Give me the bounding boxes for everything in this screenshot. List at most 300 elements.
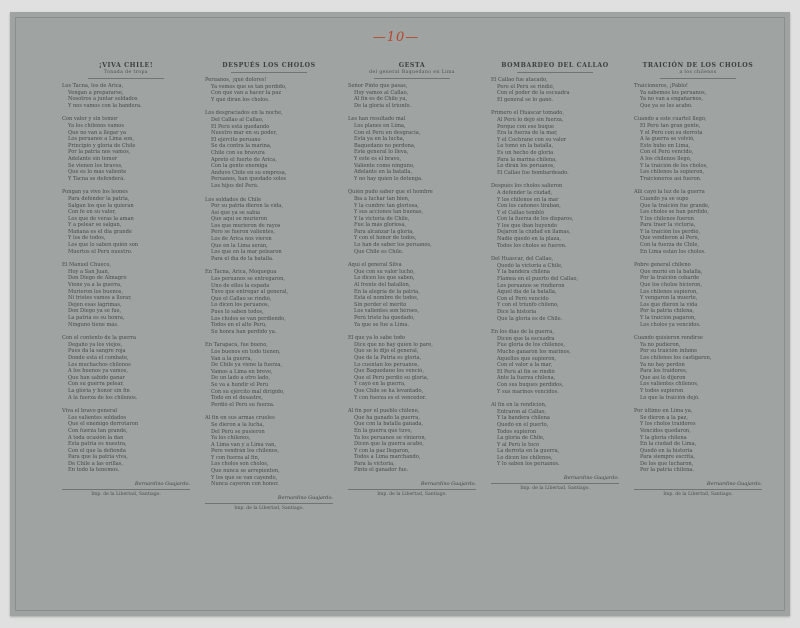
verse-line: Para la marina chilena, — [497, 156, 557, 163]
verse-line: Quedó la victoria a Chile, — [497, 262, 563, 269]
verse-line: Aquellos que supieron, — [497, 355, 557, 362]
verse-line: En la alegría de la patria, — [354, 288, 420, 295]
verse-line: Con el Perú en desgracia, — [354, 129, 421, 136]
verse-line: Pero vendrán los chilenos, — [211, 448, 280, 455]
verse-line: Apretó el fuerte de Arica, — [211, 156, 277, 163]
stanza — [62, 116, 190, 182]
verse-line: Por su traición infame — [640, 348, 698, 355]
verse-line: Y todos supieron — [640, 387, 684, 394]
stanza — [205, 342, 333, 408]
verse-line: A defender la ciudad, — [497, 189, 553, 196]
verse-line: Pero se fueron valientes, — [211, 229, 275, 236]
stanza-list — [205, 77, 333, 488]
verse-line: Con el Perú vencido, — [640, 149, 694, 156]
verse-line: Pues lo saben todos, — [211, 309, 264, 315]
poem-column — [205, 62, 333, 602]
stanza — [205, 110, 333, 189]
verse-line: Y los chilenos fueron — [640, 215, 694, 222]
verse-line: Y los cholos traidores — [640, 421, 696, 428]
verse-line: Los cholos son cholos, — [211, 461, 269, 468]
verse-line: Con los cañones tiraban, — [497, 203, 561, 210]
verse-line: Que el Perú perdió su gloria, — [354, 374, 429, 381]
verse-line: Quedó en el puerto, — [497, 421, 549, 428]
verse-line: Y con fuerza al fin, — [211, 454, 260, 461]
verse-line: Viva el bravo general — [62, 408, 117, 415]
verse-line: A los buenos ya vamos, — [68, 368, 128, 375]
verse-line: Por la traición cobarde — [640, 275, 700, 282]
stanza — [205, 415, 333, 488]
stanza — [491, 183, 619, 249]
verse-line: Para los traidores, — [640, 368, 688, 375]
verse-line: Los chilenos los castigaron, — [640, 354, 712, 361]
verse-line: Del Callao al Callao, — [211, 116, 264, 123]
stanza — [62, 335, 190, 401]
verse-line: Que vendieron al Perú, — [640, 235, 700, 242]
verse-line: La gloria y honor sin fin — [68, 387, 130, 394]
verse-line: Esto hubo en Lima, — [640, 142, 690, 149]
verse-line: En Lima están los cholos. — [640, 248, 706, 255]
verse-line: La gloria de Chile, — [497, 435, 545, 442]
verse-line: Ya no pudieron, — [640, 341, 681, 348]
verse-line: Con valor y sin temor — [62, 116, 118, 123]
verse-line: Ya vemos que es tan perdido, — [211, 83, 287, 90]
verse-line: Después los cholos salieron — [491, 183, 563, 190]
verse-line: Todos los cholos se fueron. — [497, 242, 567, 249]
stanza — [62, 189, 190, 255]
verse-line: Los buenos en todo tienen, — [211, 348, 281, 355]
verse-line: En todo la tenemos. — [68, 467, 120, 474]
verse-line: Con la fuerza de los disparos, — [497, 216, 574, 223]
author-signature: Bernardino Guajardo. — [277, 494, 333, 501]
verse-line: Tuvo que entregar al general, — [211, 289, 289, 296]
verse-line: En la ciudad de Lima, — [640, 441, 697, 448]
verse-line: Dicen que la escuadra — [497, 335, 555, 342]
verse-line: Adelante sin temor — [68, 155, 118, 162]
verse-line: De Chile a las orillas, — [68, 460, 124, 467]
poem-subtitle: a los chilenos — [679, 70, 717, 75]
verse-line: Ya que se fue a Lima. — [354, 321, 409, 328]
verse-line: Y lo saben los peruanos. — [497, 461, 560, 468]
verse-line: Y los chilenos en la mar — [497, 196, 559, 203]
verse-line: Se vienen los bravos, — [68, 162, 123, 169]
verse-line: Entraron al Callao, — [497, 408, 547, 415]
verse-line: Lo dicen los peruanos, — [211, 302, 270, 309]
verse-line: Del Huáscar, del Callao, — [491, 256, 554, 263]
verse-line: Mucho ganaron los marinos, — [497, 348, 571, 355]
verse-line: Y qué dirán los cholos. — [211, 96, 270, 103]
verse-line: Y el Callao tembló — [497, 209, 545, 216]
verse-line: Su honra han perdido ya. — [211, 328, 277, 335]
verse-line: Los cholos ya vencidos. — [640, 321, 701, 328]
verse-line: Hoy a San Juan, — [68, 268, 110, 275]
verse-line: Y la bandera chilena — [497, 269, 550, 276]
verse-line: Este general lo lleva, — [354, 149, 409, 156]
verse-line: Con el que la defienda — [68, 447, 126, 454]
printer-imprint: Imp. de la Libertad, Santiago. — [205, 503, 333, 511]
verse-line: Que la gloria es de Chile. — [497, 315, 563, 322]
verse-line: Que es lo más valiente — [68, 169, 127, 176]
author-signature: Bernardino Guajardo. — [706, 481, 762, 488]
verse-line: Y la traición pagaron, — [640, 315, 696, 321]
verse-line: A Lima van y a Lima van, — [211, 441, 277, 448]
verse-line: Dice que no hay quien lo pare, — [354, 341, 433, 348]
verse-line: En los días de la guerra, — [491, 329, 554, 336]
verse-line: El Callao fue atacado, — [491, 77, 548, 83]
verse-line: Nosotros a juntar soldados — [68, 96, 138, 103]
verse-line: Vencidos quedaron, — [640, 427, 691, 434]
verse-line: El que ya lo sabe todo — [348, 335, 405, 342]
verse-line: El Perú tan gran gente, — [640, 122, 701, 129]
verse-line: Con la gente enemiga — [211, 163, 268, 170]
verse-line: Para defender la patria, — [68, 195, 130, 202]
verse-line: Y sus acciones tan buenas, — [354, 209, 424, 216]
verse-line: Y con fuerza es el vencedor. — [354, 394, 427, 401]
verse-line: Los valientes son héroes, — [354, 308, 420, 315]
printer-imprint: Imp. de la Libertad, Santiago. — [62, 489, 190, 497]
verse-line: Y al Perú le tocó — [497, 441, 540, 448]
stanza — [62, 262, 190, 328]
title-rule — [517, 72, 594, 73]
verse-line: Con su guerra pelear, — [68, 381, 124, 388]
verse-line: En Tarapacá, fue bueno, — [205, 342, 268, 349]
verse-line: El Callao fue bombardeado. — [497, 169, 569, 176]
verse-line: Uno de ellos la espada — [211, 282, 270, 289]
verse-line: Y cayó en la guerra, — [354, 381, 406, 388]
verse-line: Viene ya a la guerra, — [68, 282, 122, 289]
verse-line: Que se lo dijo el general, — [354, 348, 419, 355]
verse-line: De los que lucharon, — [640, 460, 694, 467]
verse-line: Fue la más gloriosa, — [354, 222, 407, 229]
verse-line: Que Baquedano los venció, — [354, 368, 424, 375]
verse-line: Y la victoria de Chile, — [354, 215, 410, 222]
stanza — [634, 408, 762, 474]
stanza-list — [491, 77, 619, 468]
printer-imprint: Imp. de la Libertad, Santiago. — [491, 483, 619, 491]
verse-line: Y con el honor de todos, — [354, 235, 417, 242]
verse-line: Dejen esas lágrimas, — [68, 301, 122, 308]
verse-line: Ya no van a engañarnos, — [640, 96, 703, 103]
verse-line: El general se lo ganó. — [497, 96, 553, 103]
verse-line: Con el contento de la guerra — [62, 335, 137, 342]
verse-line: Perú triste ha quedado, — [354, 315, 415, 321]
verse-line: Baquedano no perdona, — [354, 142, 416, 149]
verse-line: Los valientes soldados — [68, 414, 126, 421]
verse-line: Peruanos, ¡qué dolores! — [205, 77, 267, 83]
verse-line: Los hijos del Perú. — [211, 182, 259, 189]
broadsheet-page — [10, 12, 790, 616]
verse-line: El Perú está quedando — [211, 123, 270, 130]
verse-line: Todos a Lima marchando, — [354, 454, 421, 461]
verse-line: Por la patria nos vamos, — [68, 149, 131, 156]
verse-line: Que en la Lima serán, — [211, 242, 268, 249]
verse-line: Los Tacna, los de Arica, — [62, 83, 124, 89]
verse-line: De la gloria el triunfo. — [354, 102, 412, 109]
verse-line: Porque con ese buque — [497, 123, 555, 130]
verse-line: Cuando quisieron rendirse — [634, 335, 703, 342]
verse-line: Fue gloria de los chilenos, — [497, 342, 565, 349]
verse-line: Los cholos se han perdido, — [640, 209, 709, 216]
verse-line: Flamea en el puerto del Callao, — [497, 276, 579, 283]
verse-line: Lo dirán los peruanos, — [497, 163, 555, 170]
title-rule — [660, 78, 737, 79]
verse-line: Con el Perú vencido — [497, 295, 549, 302]
verse-line: El Perú al fin se rindió — [497, 368, 555, 375]
verse-line: Era la fuerza de la mar, — [497, 130, 558, 137]
verse-line: Murieron los buenos, — [68, 288, 124, 295]
verse-line: Con sus buques perdidos, — [497, 381, 564, 388]
verse-line: Don Diego ya se fue, — [68, 308, 122, 315]
verse-line: El ejército peruano — [211, 136, 261, 143]
verse-line: Ya sabemos los peruanos, — [640, 89, 707, 96]
stanza — [634, 83, 762, 109]
verse-line: Ya los peruanos se vinieron, — [354, 434, 427, 441]
verse-line: Anduvo Chile en su empresa, — [211, 169, 287, 176]
title-rule — [231, 72, 308, 73]
verse-line: Y la gloria chilena — [640, 434, 687, 441]
verse-line: Los que de veras la aman — [68, 215, 134, 222]
verse-line: Dejaron la ciudad en llamas, — [497, 229, 571, 236]
page-number-mark: —10— — [372, 30, 420, 45]
verse-line: Van a la guerra, — [211, 355, 253, 362]
verse-line: De un lado a otro lado, — [211, 375, 271, 382]
verse-line: Los peruanos se entregaron, — [211, 276, 286, 283]
verse-line: Hoy vamos al Callao, — [354, 89, 409, 96]
verse-line: Lo cuentan los peruanos, — [354, 361, 420, 368]
verse-line: Y a pelear se salgan, — [68, 222, 122, 229]
verse-line: Al frente del batallón, — [354, 282, 411, 289]
verse-line: Iba a luchar tan bien, — [354, 195, 410, 202]
verse-line: A la fuerza de los chilenos. — [68, 394, 138, 401]
verse-line: Del Perú se pusieron — [211, 428, 265, 435]
title-rule — [374, 78, 451, 79]
verse-line: Los que dieron la vida — [640, 301, 698, 308]
poem-subtitle: Tonada de tropa — [104, 70, 148, 75]
stanza — [634, 335, 762, 401]
verse-line: Por último en Lima ya, — [634, 408, 693, 415]
verse-line: Por su patria dieron la vida, — [211, 203, 283, 210]
verse-line: Que nunca se arrepienten, — [211, 468, 280, 475]
verse-line: Pongan ya vivo los leones — [62, 189, 128, 196]
verse-line: Vengan a prepararse, — [68, 89, 124, 96]
verse-line: Y los de todos, — [68, 235, 106, 242]
verse-line: Los desgraciados en la noche, — [205, 110, 283, 117]
verse-line: Se dieron a la paz, — [640, 414, 688, 421]
verse-line: Pues da la sangre roja — [68, 348, 126, 355]
verse-line: Lo dicen los chilenos, — [497, 454, 553, 461]
verse-line: Cuando a este cuartel llegó, — [634, 116, 707, 123]
stanza — [348, 408, 476, 474]
poem-title: ¡VIVA CHILE! — [98, 62, 154, 69]
verse-line: Por la patria chilena, — [640, 308, 695, 315]
verse-line: Y los que iban huyendo — [497, 222, 557, 229]
verse-line: A la guerra se volvió, — [640, 136, 695, 143]
verse-line: Se dieron a la lucha, — [211, 421, 265, 428]
stanza — [634, 262, 762, 328]
stanza — [491, 329, 619, 395]
verse-line: Al fin por el pueblo chileno, — [348, 408, 420, 415]
verse-line: Nadie quedó en la plaza, — [497, 236, 561, 243]
verse-line: En la guerra que tuvo, — [354, 427, 413, 434]
verse-line: Con la fuerza de Chile, — [640, 242, 700, 249]
verse-line: Para siempre escrita, — [640, 454, 695, 461]
verse-line: Y la cumbre tan gloriosa, — [354, 202, 419, 209]
verse-line: Al fin en sus armas crueles — [205, 415, 275, 422]
stanza — [491, 256, 619, 322]
verse-line: Aquel día de la batalla, — [497, 289, 557, 296]
verse-line: Chile con su bravura — [211, 149, 265, 156]
verse-line: Ante la fuerza chilena, — [497, 375, 556, 382]
verse-line: Para alcanzar la gloria, — [354, 228, 414, 235]
verse-line: Ya los chilenos vamos — [68, 122, 124, 129]
verse-line: Y nos vamos con la bandera. — [68, 102, 142, 109]
stanza — [348, 189, 476, 255]
verse-line: Adelante en la batalla, — [354, 169, 413, 176]
verse-line: Traicioneros así fueron. — [640, 175, 702, 182]
author-signature: Bernardino Guajardo. — [563, 475, 619, 482]
verse-line: Valiente como ninguno, — [354, 162, 415, 169]
verse-line: Y sus marinos vencidos. — [497, 388, 559, 395]
verse-line: Lo que la traición dejó. — [640, 394, 700, 401]
title-rule — [88, 78, 165, 79]
verse-line: Que con la batalla ganada, — [354, 421, 424, 428]
poem-column — [348, 62, 476, 602]
verse-line: Con su ejército mal dirigido, — [211, 388, 285, 395]
verse-line: Pero el Perú se rindió, — [497, 83, 555, 90]
verse-line: Los peruanos se rindieron — [497, 282, 565, 289]
verse-line: Y la traición los perdió, — [640, 228, 701, 235]
verse-line: Los planes en Lima, — [354, 122, 406, 129]
verse-line: Ya los chilenos, — [211, 435, 251, 442]
poem-column — [62, 62, 190, 602]
verse-line: Los que lo saben quién son — [68, 242, 139, 249]
verse-line: El Manuel Chueco, — [62, 262, 112, 269]
verse-line: Dicen que la guerra acabó, — [354, 441, 424, 448]
poem-columns — [62, 62, 762, 602]
verse-line: Los soldados de Chile — [205, 196, 262, 203]
verse-line: Y la traición de los cholos, — [640, 162, 708, 169]
verse-line: Todos en el alto Perú, — [211, 322, 267, 329]
verse-line: Don Diego de Almagro — [68, 275, 127, 282]
verse-line: Pinto el ganador fue. — [354, 467, 409, 474]
verse-line: Vamos a Lima en breve, — [211, 368, 273, 375]
verse-line: Sin perder el mérito — [354, 301, 407, 308]
stanza — [348, 83, 476, 109]
verse-line: Está el nombre de todos, — [354, 295, 419, 302]
stanza — [348, 335, 476, 401]
verse-line: Para que la patria viva, — [68, 454, 128, 461]
verse-line: Ni tristes vamos a llorar, — [68, 295, 132, 302]
verse-line: Con el valor a la mar, — [497, 362, 553, 369]
verse-line: Esta patria es nuestra, — [68, 441, 127, 448]
verse-line: Que murió en la batalla, — [640, 268, 703, 275]
verse-line: Así que ya se sabía — [211, 209, 261, 216]
verse-line: Que no van a llegar ya — [68, 129, 127, 136]
verse-line: Los peruanos a Lima son, — [68, 136, 135, 143]
stanza-list — [348, 83, 476, 474]
verse-line: En Tacna, Arica, Moquegua — [205, 269, 277, 276]
stanza — [205, 269, 333, 335]
stanza — [348, 262, 476, 328]
verse-line: Dice la historia — [497, 309, 537, 315]
verse-line: Que aquí se murieron — [211, 216, 268, 223]
verse-line: Al Perú lo dejó sin fuerza, — [497, 116, 564, 123]
verse-line: Mañana es el día grande — [68, 228, 132, 235]
printer-imprint: Imp. de la Libertad, Santiago. — [634, 489, 762, 497]
verse-line: Con fe en su valor, — [68, 209, 116, 216]
verse-line: Los cholos se van perdiendo, — [211, 315, 286, 322]
verse-line: Que con su valor luchó, — [354, 268, 415, 275]
verse-line: Al fin es de Chile ya, — [354, 96, 407, 103]
verse-line: Ya no hay perdón — [640, 361, 685, 368]
verse-line: Allí cayó la luz de la guerra — [634, 189, 705, 196]
verse-line: Es un hecho de gloria — [497, 149, 554, 156]
verse-line: Por la patria chilena. — [640, 467, 695, 474]
verse-line: Para la victoria, — [354, 460, 395, 467]
verse-line: Nunca cayeron con honor. — [211, 481, 279, 488]
verse-line: Los muchachos chilenos — [68, 361, 131, 368]
verse-line: Para el día de la batalla. — [211, 255, 274, 262]
verse-line: Y con la paz llegaron, — [354, 447, 410, 454]
verse-line: Que ya se les acabó. — [640, 102, 693, 109]
verse-line: Lo dicen los que saben, — [354, 275, 415, 282]
verse-line: Todo en el desastre, — [211, 395, 263, 402]
verse-line: Quién pudo saber que el hombre — [348, 189, 433, 196]
verse-line: Los chilenos supieron, — [640, 288, 698, 295]
stanza-list — [62, 83, 190, 474]
verse-line: Se va a hundir el Perú — [211, 381, 269, 388]
verse-line: Que los cholos hicieron, — [640, 282, 702, 289]
poem-column — [491, 62, 619, 602]
verse-line: Que Chile se ha levantado, — [354, 387, 424, 394]
verse-line: Quedó en la historia — [640, 447, 693, 454]
poem-title: TRAICIÓN DE LOS CHOLOS — [642, 62, 754, 69]
stanza — [491, 110, 619, 176]
verse-line: Que así lo dijeron — [640, 374, 686, 381]
verse-line: Que de la Patria es gloria, — [354, 354, 422, 361]
verse-line: Los chilenos la supieron, — [640, 169, 705, 176]
verse-line: La derrota en la guerra, — [497, 448, 560, 455]
verse-line: De Chile ya viene la fuerza, — [211, 362, 282, 369]
stanza — [62, 408, 190, 474]
verse-line: Y no hay quien lo detenga. — [354, 175, 423, 182]
verse-line: Degaño ya los viejos, — [68, 341, 123, 348]
stanza — [491, 402, 619, 468]
author-signature: Bernardino Guajardo. — [420, 481, 476, 488]
verse-line: Y Tacna se defenderá. — [68, 175, 125, 182]
stanza — [348, 116, 476, 182]
author-signature: Bernardino Guajardo. — [134, 481, 190, 488]
verse-line: Señor Pinto que pasas, — [348, 83, 408, 89]
verse-line: Los que murieron de rayos — [211, 222, 281, 229]
verse-line: Que han sabido ganar — [68, 374, 125, 381]
verse-line: Traicioneros, ¡Pablo! — [634, 83, 688, 89]
verse-line: Que el enemigo derrotaron — [68, 421, 139, 428]
verse-line: Salgan los que la quieran — [68, 202, 134, 209]
verse-line: Y el Perú con su derrota — [640, 129, 703, 136]
stanza — [62, 83, 190, 109]
verse-line: Peruanos, han quedado solos — [211, 176, 287, 183]
verse-line: Primero el Huáscar tomado, — [491, 110, 564, 117]
verse-line: Que la traición fue grande, — [640, 202, 710, 209]
verse-line: Muertos el Perú nuestro. — [68, 248, 133, 255]
verse-line: A toda ocasión la dan — [68, 434, 124, 441]
verse-line: Perdió el Perú su fuerza. — [211, 401, 275, 408]
poem-title: GESTA — [398, 62, 426, 69]
verse-line: Con fuerza tan grande, — [68, 427, 128, 434]
verse-line: Los que en la mar pelearon — [211, 249, 282, 256]
verse-line: Para traer la victoria, — [640, 222, 696, 229]
verse-line: Y los que se van cayendo, — [211, 474, 278, 481]
